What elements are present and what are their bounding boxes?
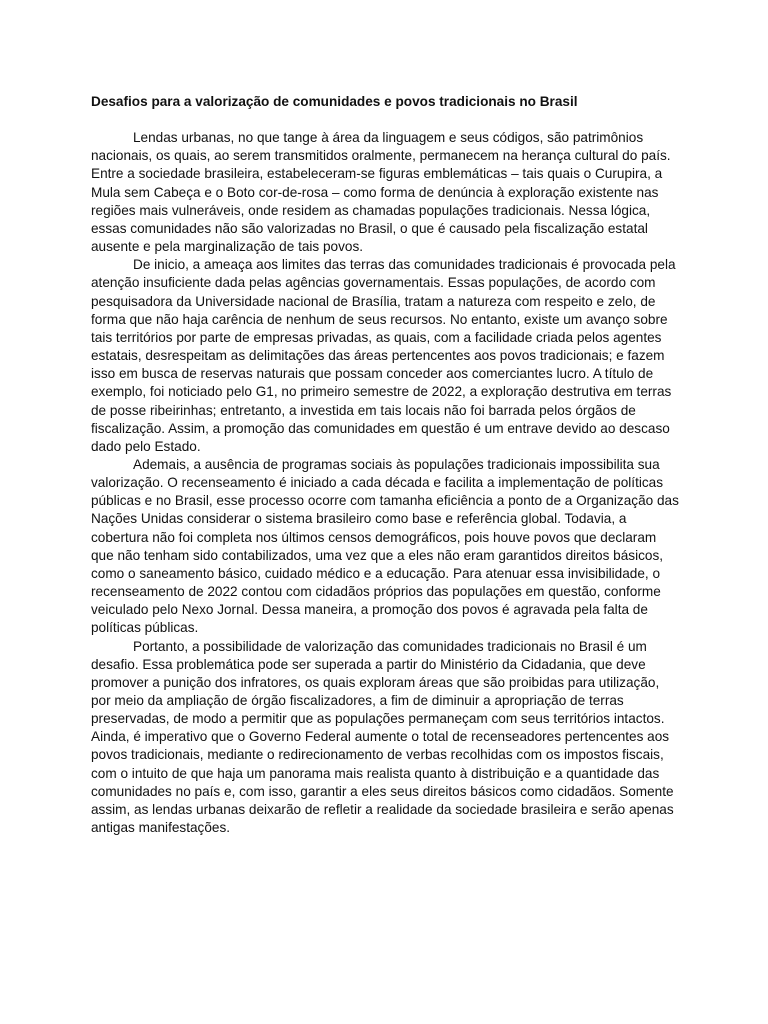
document-body bbox=[91, 93, 681, 837]
paragraph-conclusion: Portanto, a possibilidade de valorização das comunidades tradicionais no Brasil é um desafio. Essa problemática pode ser superada a partir do Ministério da Cidadania, que deve promover a punição dos infratores, os quais exploram áreas que são proibidas para utilização, por meio da ampliação de órgão fiscalizadores, a fim de diminuir a apropriação de terras preservadas, de modo a permitir que as populações permaneçam com seus territórios intactos. Ainda, é imperativo que o Governo Federal aumente o total de recenseadores pertencentes aos povos tradicionais, mediante o redirecionamento de verbas recolhidas com os impostos fiscais, com o intuito de que haja um panorama mais realista quanto à distribuição e a quantidade das comunidades no país e, com isso, garantir a eles seus direitos básicos como cidadãos. Somente assim, as lendas urbanas deixarão de refletir a realidade da sociedade brasileira e serão apenas antigas manifestações. bbox=[91, 638, 674, 836]
paragraph-development-1: De inicio, a ameaça aos limites das terras das comunidades tradicionais é provocada pela atenção insuficiente dada pelas agências governamentais. Essas populações, de acordo com pesquisadora da Universidade nacional de Brasília, tratam a natureza com respeito e zelo, de forma que não haja carência de nenhum de seus recursos. No entanto, existe um avanço sobre tais territórios por parte de empresas privadas, as quais, com a facilidade criada pelos agentes estatais, desrespeitam as delimitações das áreas pertencentes aos povos tradicionais; e fazem isso em busca de reservas naturais que possam conceder aos comerciantes lucro. A título de exemplo, foi noticiado pelo G1, no primeiro semestre de 2022, a exploração destrutiva em terras de posse ribeirinhas; entretanto, a investida em tais locais não foi barrada pelos órgãos de fiscalização. Assim, a promoção das comunidades em questão é um entrave devido ao descaso dado pelo Estado. bbox=[91, 257, 676, 454]
paragraph-development-2: Ademais, a ausência de programas sociais às populações tradicionais impossibilita sua valorização. O recenseamento é iniciado a cada década e facilita a implementação de políticas públicas e no Brasil, esse processo ocorre com tamanha eficiência a ponto de a Organização das Nações Unidas considerar o sistema brasileiro como base e referência global. Todavia, a cobertura não foi completa nos últimos censos demográficos, pois houve povos que declaram que não tenham sido contabilizados, uma vez que a eles não eram garantidos direitos básicos, como o saneamento básico, cuidado médico e a educação. Para atenuar essa invisibilidade, o recenseamento de 2022 contou com cidadãos próprios das populações em questão, conforme veiculado pelo Nexo Jornal. Dessa maneira, a promoção dos povos é agravada pela falta de políticas públicas. bbox=[91, 456, 679, 636]
paragraph-introduction: Lendas urbanas, no que tange à área da linguagem e seus códigos, são patrimônios nacionais, os quais, ao serem transmitidos oralmente, permanecem na herança cultural do país. Entre a sociedade brasileira, estabeleceram-se figuras emblemáticas – tais quais o Curupira, a Mula sem Cabeça e o Boto cor-de-rosa – como forma de denúncia à exploração existente nas regiões mais vulneráveis, onde residem as chamadas populações tradicionais. Nessa lógica, essas comunidades não são valorizadas no Brasil, o que é causado pela fiscalização estatal ausente e pela marginalização de tais povos. bbox=[91, 130, 671, 255]
document-title: Desafios para a valorização de comunidades e povos tradicionais no Brasil bbox=[91, 94, 578, 109]
